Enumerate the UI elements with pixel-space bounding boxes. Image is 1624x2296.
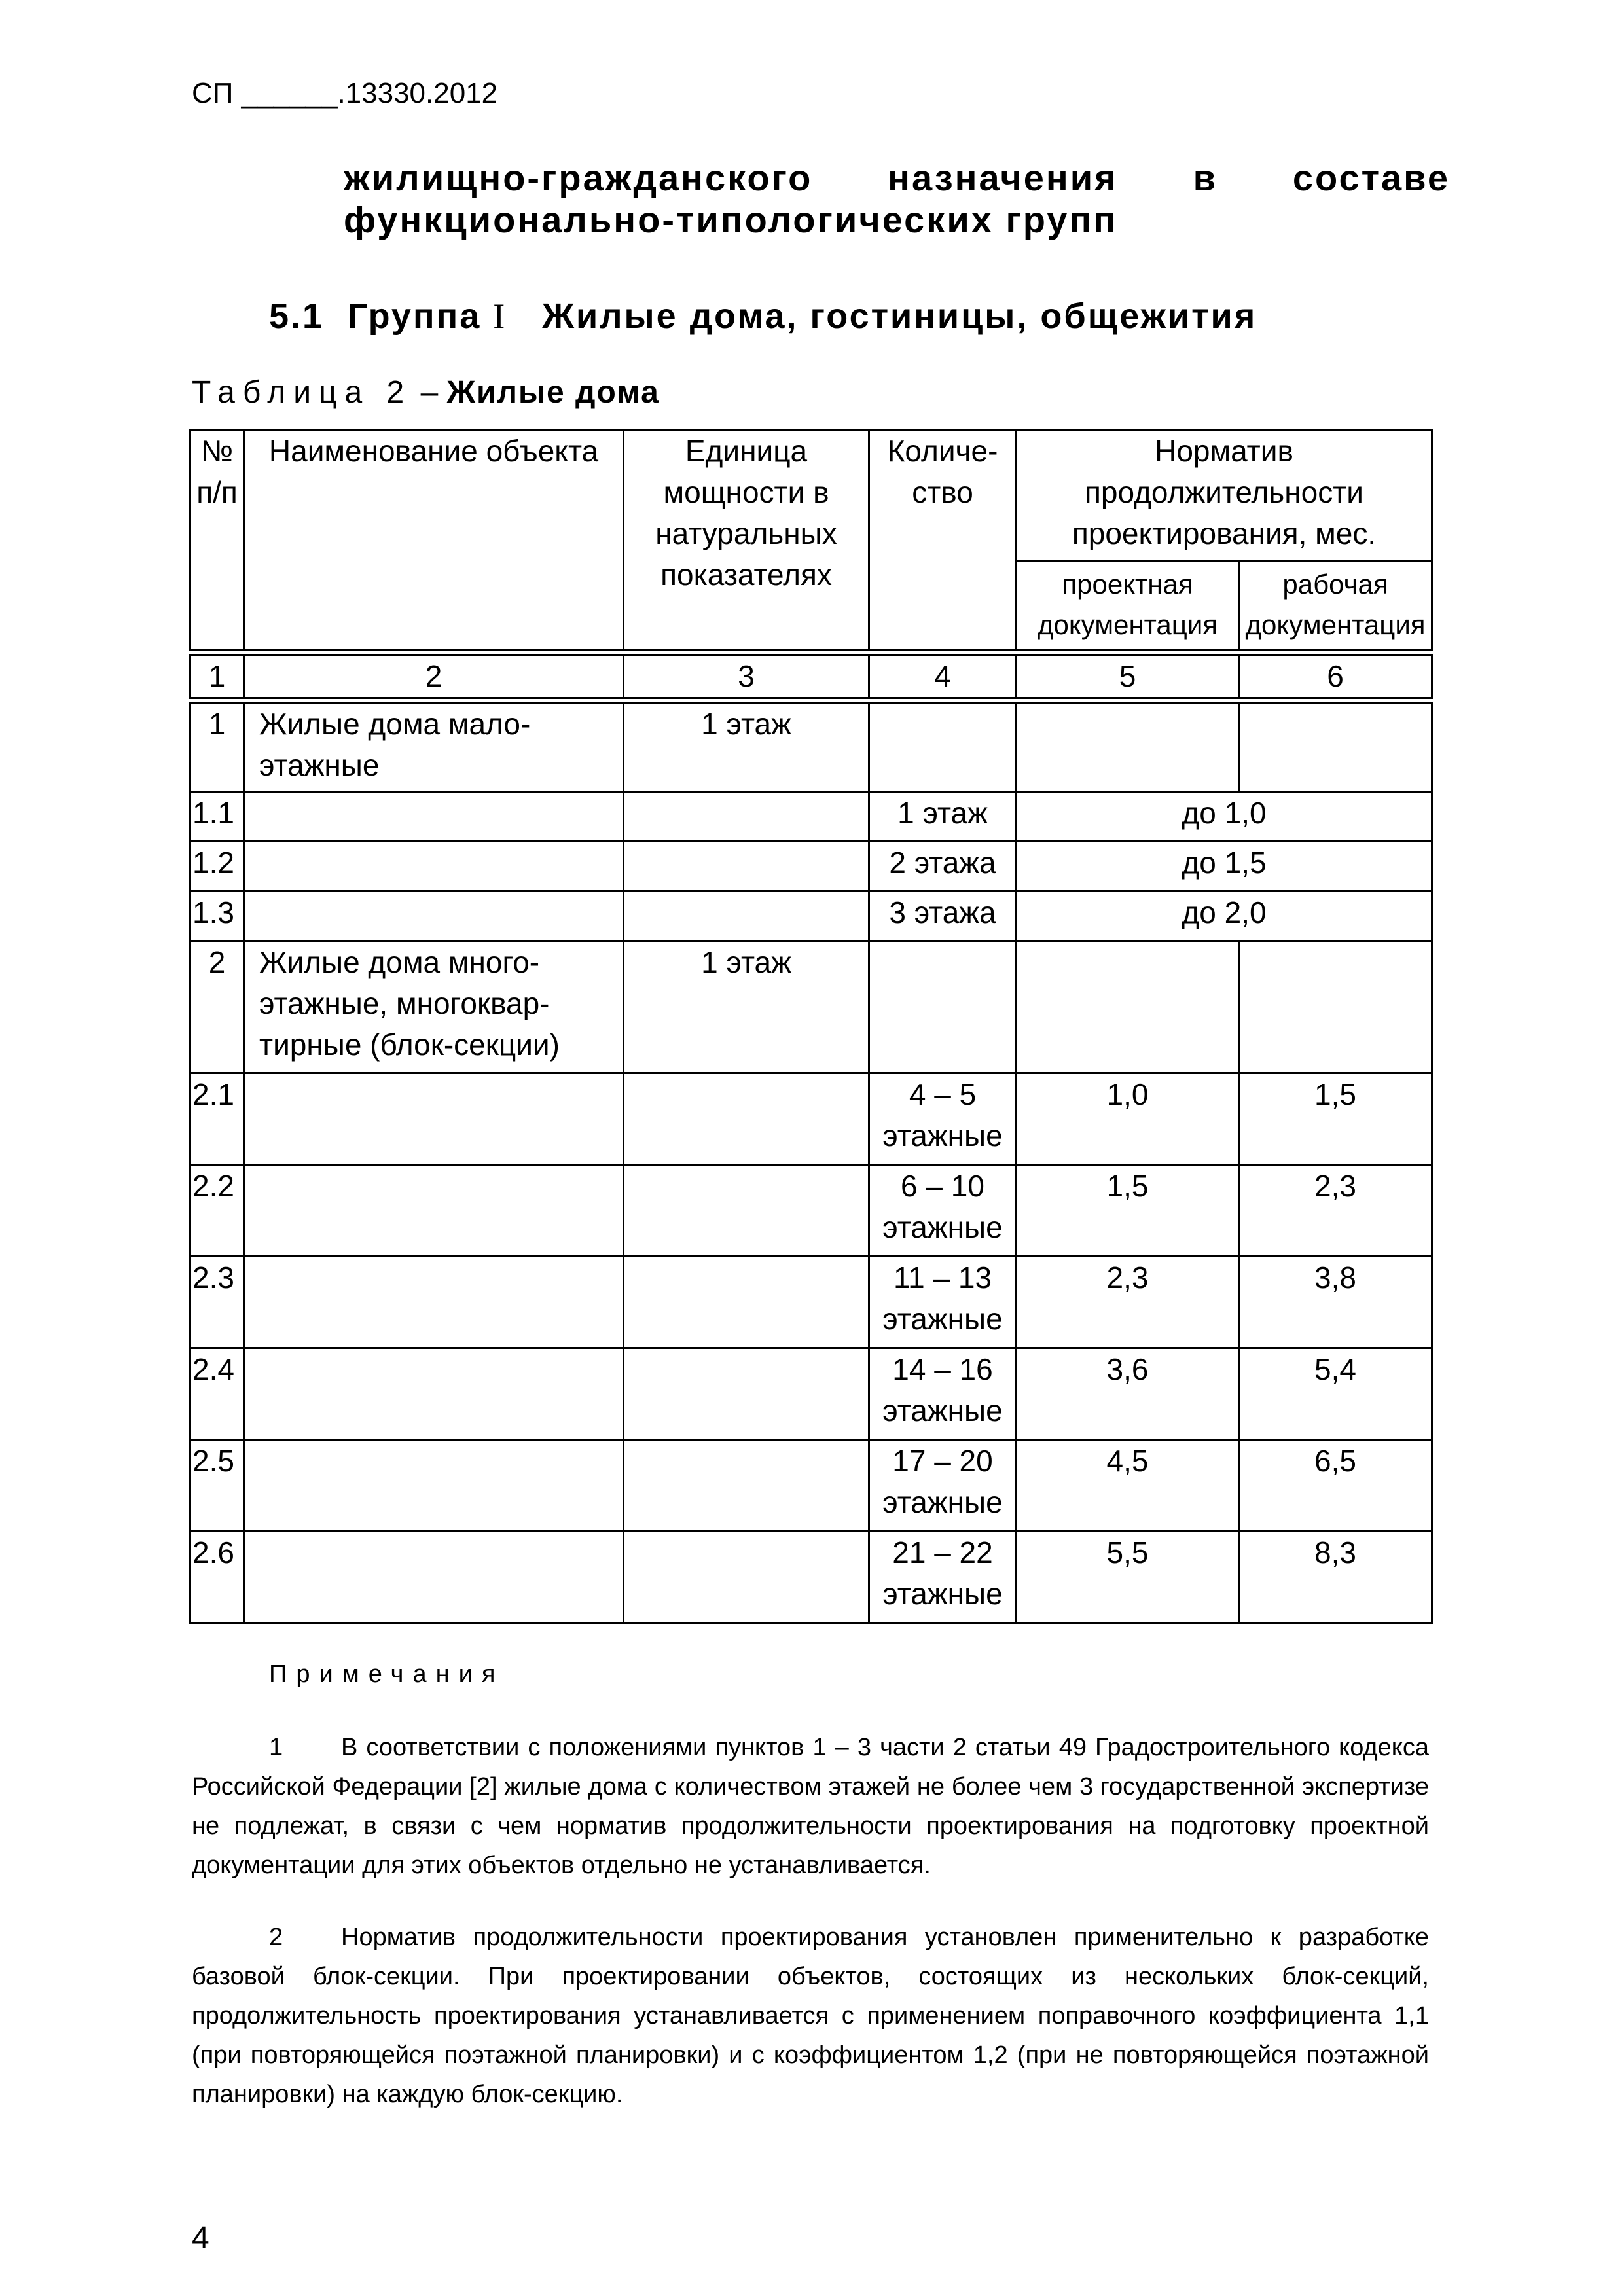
table-header-row (190, 430, 1432, 561)
table-row (190, 1073, 1432, 1165)
section-title: Жилые дома, гостиницы, общежития (542, 296, 1257, 336)
row-name (244, 1257, 624, 1348)
section-group-roman: I (493, 296, 507, 336)
row-work-doc: 1,5 (1239, 1073, 1432, 1165)
row-qty: 14 – 16 этажные (869, 1348, 1017, 1440)
section-heading (269, 296, 1257, 336)
row-qty: 17 – 20 этажные (869, 1440, 1017, 1532)
row-work-doc (1239, 941, 1432, 1073)
table-caption (192, 374, 660, 410)
notes-title: Примечания (269, 1660, 505, 1688)
row-num: 1.1 (190, 792, 244, 842)
table-row (190, 1348, 1432, 1440)
table-caption-dash: – (420, 375, 439, 410)
row-qty (869, 700, 1017, 792)
row-qty: 1 этаж (869, 792, 1017, 842)
row-unit (624, 1073, 869, 1165)
row-num: 2.3 (190, 1257, 244, 1348)
row-unit (624, 891, 869, 941)
row-qty: 3 этажа (869, 891, 1017, 941)
document-code: СП ______.13330.2012 (192, 77, 498, 109)
norms-table (189, 429, 1433, 1624)
header-unit: Единица мощности в натуральных показателях (624, 430, 869, 653)
row-unit (624, 1532, 869, 1623)
table-row (190, 1440, 1432, 1532)
row-qty: 4 – 5 этажные (869, 1073, 1017, 1165)
table-row (190, 842, 1432, 891)
row-unit (624, 792, 869, 842)
continued-heading (344, 157, 1450, 241)
column-number-row (190, 653, 1432, 700)
row-work-doc: 5,4 (1239, 1348, 1432, 1440)
row-num: 1 (190, 700, 244, 792)
row-merged-norm (1017, 842, 1432, 891)
column-number: 6 (1239, 653, 1432, 700)
row-num: 1.2 (190, 842, 244, 891)
column-number: 5 (1017, 653, 1239, 700)
row-unit (624, 842, 869, 891)
row-num: 2.1 (190, 1073, 244, 1165)
row-name (244, 792, 624, 842)
row-work-doc: 6,5 (1239, 1440, 1432, 1532)
row-num: 1.3 (190, 891, 244, 941)
column-number: 3 (624, 653, 869, 700)
row-project-doc (1017, 700, 1239, 792)
header-num: № п/п (190, 430, 244, 653)
row-merged-norm (1017, 792, 1432, 842)
column-number: 1 (190, 653, 244, 700)
row-qty: 2 этажа (869, 842, 1017, 891)
row-name (244, 891, 624, 941)
row-num: 2.4 (190, 1348, 244, 1440)
row-project-doc: 2,3 (1017, 1257, 1239, 1348)
note-number: 2 (269, 1924, 283, 1951)
row-num: 2.2 (190, 1165, 244, 1257)
header-quantity: Количе-ство (869, 430, 1017, 653)
row-merged-norm (1017, 891, 1432, 941)
continued-heading-line-2: функционально-типологических групп (344, 199, 1118, 240)
row-unit (624, 1257, 869, 1348)
row-unit (624, 1165, 869, 1257)
row-work-doc: 2,3 (1239, 1165, 1432, 1257)
row-merged-norm-text: до 2,0 (1182, 895, 1267, 929)
row-name (244, 1532, 624, 1623)
row-name (244, 842, 624, 891)
row-name (244, 1348, 624, 1440)
row-name (244, 1073, 624, 1165)
row-unit (624, 1440, 869, 1532)
header-norm: Норматив продолжительности проектирования, мес. (1017, 430, 1432, 561)
table-row (190, 1532, 1432, 1623)
note-text: В соответствии с положениями пунктов 1 – 3 части 2 статьи 49 Градостроительного кодекса Российской Федерации [2] жилые дома с количеством этажей не более чем 3 государственной экспертизе не подлежат, в связи с чем норматив продолжительности проектирования на подготовку проектной документации для этих объектов отдельно не устанавливается. (192, 1734, 1429, 1879)
row-name: Жилые дома много-этажные, многоквар-тирные (блок-секции) (244, 941, 624, 1073)
note-number: 1 (269, 1734, 283, 1761)
heading-word: назначения (888, 157, 1118, 198)
section-number: 5.1 (269, 296, 325, 336)
row-qty: 6 – 10 этажные (869, 1165, 1017, 1257)
row-num: 2.5 (190, 1440, 244, 1532)
table-row (190, 1165, 1432, 1257)
table-caption-title: Жилые дома (446, 375, 660, 410)
heading-word: жилищно-гражданского (344, 157, 813, 198)
note-item (192, 1918, 1429, 2114)
row-project-doc: 1,0 (1017, 1073, 1239, 1165)
row-name (244, 1440, 624, 1532)
table-row (190, 1257, 1432, 1348)
row-num: 2 (190, 941, 244, 1073)
header-project-doc: проектная документация (1017, 561, 1239, 653)
page-number: 4 (192, 2221, 209, 2255)
row-unit (624, 1348, 869, 1440)
continued-heading-line-1 (344, 157, 1450, 199)
row-merged-norm-text: до 1,0 (1182, 796, 1267, 830)
row-name: Жилые дома мало-этажные (244, 700, 624, 792)
column-number: 4 (869, 653, 1017, 700)
row-project-doc (1017, 941, 1239, 1073)
table-row (190, 700, 1432, 792)
row-name (244, 1165, 624, 1257)
note-text: Норматив продолжительности проектирования установлен применительно к разработке базовой блок-секции. При проектировании объектов, состоящих из нескольких блок-секций, продолжительность проектирования устанавливается с применением поправочного коэффициента 1,1 (при повторяющейся поэтажной планировки) и с коэффициентом 1,2 (при не повторяющейся поэтажной планировки) на каждую блок-секцию. (192, 1924, 1429, 2108)
row-qty (869, 941, 1017, 1073)
row-work-doc: 3,8 (1239, 1257, 1432, 1348)
heading-word: составе (1292, 157, 1450, 198)
row-work-doc (1239, 700, 1432, 792)
row-qty: 21 – 22 этажные (869, 1532, 1017, 1623)
heading-word: в (1193, 157, 1218, 198)
header-name: Наименование объекта (244, 430, 624, 653)
row-unit: 1 этаж (624, 700, 869, 792)
row-project-doc: 1,5 (1017, 1165, 1239, 1257)
row-qty: 11 – 13 этажные (869, 1257, 1017, 1348)
row-project-doc: 4,5 (1017, 1440, 1239, 1532)
table-row (190, 891, 1432, 941)
row-num: 2.6 (190, 1532, 244, 1623)
row-unit: 1 этаж (624, 941, 869, 1073)
row-work-doc: 8,3 (1239, 1532, 1432, 1623)
row-project-doc: 5,5 (1017, 1532, 1239, 1623)
row-project-doc: 3,6 (1017, 1348, 1239, 1440)
table-caption-prefix: Таблица 2 (192, 375, 412, 410)
table-row (190, 792, 1432, 842)
row-merged-norm-text: до 1,5 (1182, 846, 1267, 880)
note-item (192, 1728, 1429, 1885)
table-row (190, 941, 1432, 1073)
column-number: 2 (244, 653, 624, 700)
header-work-doc: рабочая документация (1239, 561, 1432, 653)
section-group-label: Группа (348, 296, 482, 336)
